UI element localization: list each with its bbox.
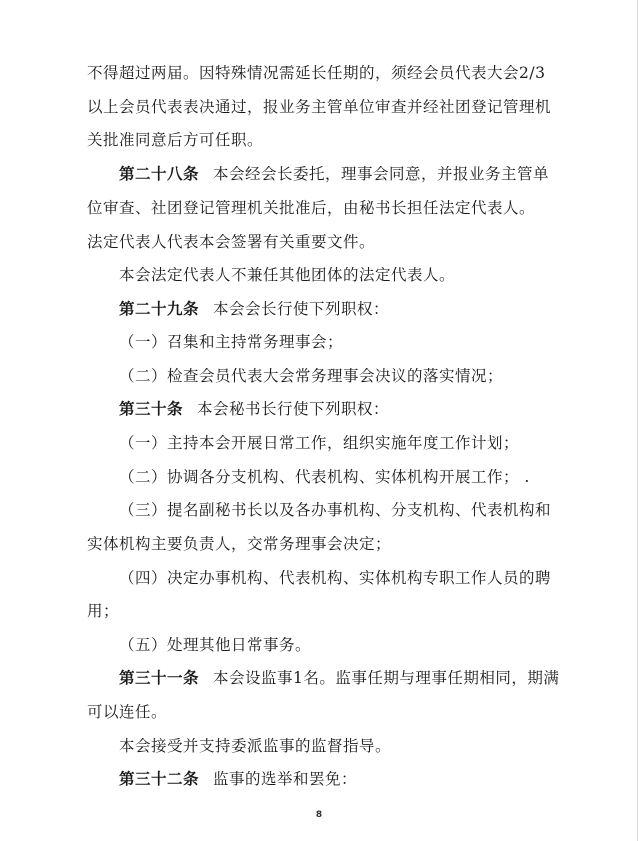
text-line: 位审查、社团登记管理机关批准后，由秘书长担任法定代表人。	[87, 199, 536, 217]
page-number: 8	[315, 810, 323, 820]
text-line: 法定代表人代表本会签署有关重要文件。	[87, 233, 376, 251]
text-line: 本会接受并支持委派监事的监督指导。	[119, 737, 392, 755]
text-line: 用；	[87, 602, 120, 620]
text-line: （四）决定办事机构、代表机构、实体机构专职工作人员的聘	[119, 569, 552, 587]
article-29-line	[119, 298, 562, 320]
article-28-line	[119, 163, 562, 185]
text-line: 可以连任。	[87, 703, 168, 721]
article-31-number: 第三十一条	[119, 668, 200, 687]
article-28-number: 第二十八条	[119, 164, 200, 183]
text-line: （一）召集和主持常务理事会；	[119, 333, 344, 351]
text-line: 实体机构主要负责人，交常务理事会决定；	[87, 535, 392, 553]
text-span: 本会秘书长行使下列职权：	[197, 400, 390, 418]
text-span: 本会经会长委托，理事会同意，并报业务主管单	[213, 165, 550, 183]
text-line: 本会法定代表人不兼任其他团体的法定代表人。	[119, 266, 456, 284]
article-30-number: 第三十条	[119, 399, 184, 418]
text-line: （一）主持本会开展日常工作，组织实施年度工作计划；	[119, 434, 520, 452]
article-32-number: 第三十二条	[119, 769, 200, 788]
text-line: 不得超过两届。因特殊情况需延长任期的，须经会员代表大会2/3	[87, 64, 546, 82]
article-32-line	[119, 768, 562, 790]
article-31-line	[119, 667, 562, 689]
text-line: （二）协调各分支机构、代表机构、实体机构开展工作； .	[119, 468, 530, 486]
text-span: 本会会长行使下列职权：	[213, 300, 390, 318]
article-29-number: 第二十九条	[119, 299, 200, 318]
text-line: （三）提名副秘书长以及各办事机构、分支机构、代表机构和	[119, 501, 552, 519]
text-span: 本会设监事1名。监事任期与理事任期相同，期满	[213, 669, 560, 687]
text-line: 以上会员代表表决通过，报业务主管单位审查并经社团登记管理机	[87, 98, 552, 116]
text-span: 监事的选举和罢免：	[213, 770, 358, 788]
text-line: （二）检查会员代表大会常务理事会决议的落实情况；	[119, 367, 504, 385]
text-line: （五）处理其他日常事务。	[119, 636, 312, 654]
article-30-line	[119, 398, 562, 420]
text-line: 关批准同意后方可任职。	[87, 131, 264, 149]
